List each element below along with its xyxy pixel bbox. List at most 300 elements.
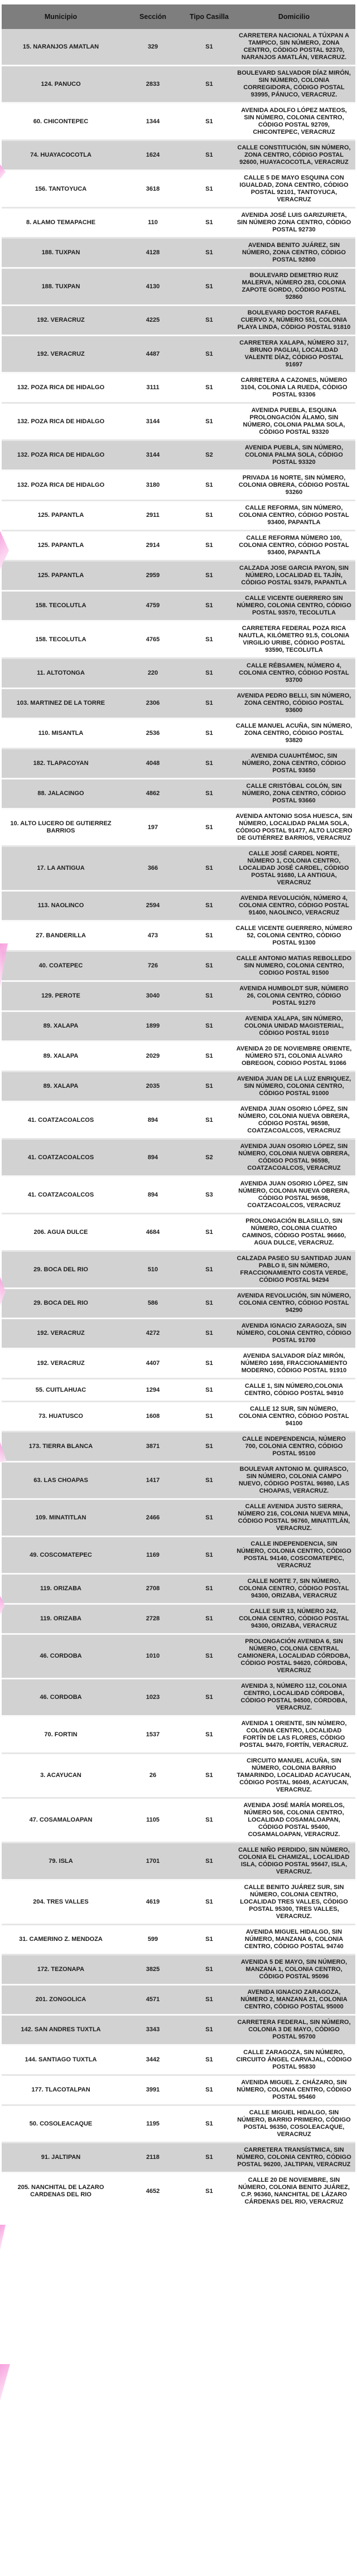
seccion-cell: 1105 — [120, 1798, 186, 1843]
domicilio-cell: AVENIDA JUAN OSORIO LÓPEZ, SIN NÚMERO, COLONIA NUEVA OBRERA, CÓDIGO POSTAL 96598, COATZACOALCOS, VERACRUZ — [233, 1102, 355, 1139]
municipio-cell: 29. BOCA DEL RIO — [2, 1289, 120, 1319]
tipo-casilla-cell: S1 — [186, 1462, 233, 1499]
seccion-cell: 329 — [120, 29, 186, 66]
tipo-casilla-cell: S1 — [186, 1574, 233, 1604]
table-row — [2, 1798, 355, 1843]
municipio-cell: 119. ORIZABA — [2, 1604, 120, 1634]
tipo-casilla-cell: S1 — [186, 1432, 233, 1462]
domicilio-cell: CARRETERA FEDERAL, SIN NÚMERO, COLONIA 3 DE MAYO, CÓDIGO POSTAL 95700 — [233, 2015, 355, 2045]
table-row — [2, 336, 355, 373]
tipo-casilla-cell: S3 — [186, 1176, 233, 1214]
seccion-cell: 1537 — [120, 1716, 186, 1754]
table-row — [2, 501, 355, 531]
municipio-cell: 89. XALAPA — [2, 1011, 120, 1042]
tipo-casilla-cell: S1 — [186, 2015, 233, 2045]
table-row — [2, 268, 355, 306]
tipo-casilla-cell: S1 — [186, 1072, 233, 1102]
seccion-cell: 4407 — [120, 1349, 186, 1379]
municipio-cell: 201. ZONGOLICA — [2, 1985, 120, 2015]
municipio-cell: 188. TUXPAN — [2, 268, 120, 306]
tipo-casilla-cell: S1 — [186, 103, 233, 141]
seccion-cell: 3871 — [120, 1432, 186, 1462]
domicilio-cell: AVENIDA ADOLFO LÓPEZ MATEOS, SIN NÚMERO, COLONIA CENTRO, CÓDIGO POSTAL 92709, CHICONTEPEC, VERACRUZ — [233, 103, 355, 141]
domicilio-cell: CALLE CONSTITUCIÓN, SIN NÚMERO, ZONA CENTRO, CÓDIGO POSTAL 92600, HUAYACOCOTLA, VERACRUZ — [233, 141, 355, 171]
domicilio-cell: AVENIDA PUEBLA, ESQUINA PROLONGACIÓN ÁLAMO, SIN NÚMERO, COLONIA PALMA SOLA, CÓDIGO POSTAL 93320 — [233, 403, 355, 440]
seccion-cell: 1023 — [120, 1679, 186, 1716]
domicilio-cell: AVENIDA PEDRO BELLI, SIN NÚMERO, ZONA CENTRO, CÓDIGO POSTAL 93600 — [233, 689, 355, 719]
tipo-casilla-cell: S1 — [186, 336, 233, 373]
municipio-cell: 109. MINATITLAN — [2, 1499, 120, 1537]
municipio-cell: 173. TIERRA BLANCA — [2, 1432, 120, 1462]
tipo-casilla-cell: S1 — [186, 1402, 233, 1432]
table-row — [2, 1011, 355, 1042]
tipo-casilla-cell: S1 — [186, 891, 233, 921]
domicilio-cell: CARRETERA A CAZONES, NÚMERO 3104, COLONIA LA RUEDA, CÓDIGO POSTAL 93306 — [233, 373, 355, 403]
seccion-cell: 599 — [120, 1925, 186, 1955]
seccion-cell: 3825 — [120, 1955, 186, 1985]
table-row — [2, 846, 355, 891]
seccion-cell: 1417 — [120, 1462, 186, 1499]
table-row — [2, 1214, 355, 1251]
domicilio-cell: AVENIDA 1 ORIENTE, SIN NÚMERO, COLONIA CENTRO, LOCALIDAD FORTÍN DE LAS FLORES, CÓDIGO POSTAL 94470, FORTÍN, VERACRUZ. — [233, 1716, 355, 1754]
tipo-casilla-cell: S1 — [186, 1011, 233, 1042]
seccion-cell: 197 — [120, 809, 186, 846]
seccion-cell: 3111 — [120, 373, 186, 403]
tipo-casilla-cell: S1 — [186, 689, 233, 719]
table-row — [2, 1843, 355, 1880]
municipio-cell: 204. TRES VALLES — [2, 1880, 120, 1925]
table-row — [2, 981, 355, 1011]
municipio-cell: 89. XALAPA — [2, 1072, 120, 1102]
municipio-cell: 29. BOCA DEL RIO — [2, 1251, 120, 1289]
seccion-cell: 4862 — [120, 779, 186, 809]
seccion-cell: 1195 — [120, 2105, 186, 2143]
domicilio-cell: AVENIDA JUAN OSORIO LÓPEZ, SIN NÚMERO, COLONIA NUEVA OBRERA, CÓDIGO POSTAL 96598, COATZACOALCOS, VERACRUZ — [233, 1176, 355, 1214]
domicilio-cell: AVENIDA SALVADOR DÍAZ MIRÓN, NÚMERO 1698, FRACCIONAMIENTO MODERNO, CÓDIGO POSTAL 91910 — [233, 1349, 355, 1379]
domicilio-cell: CALLE ANTONIO MATIAS REBOLLEDO SIN NUMERO, COLONIA CENTRO, CODIGO POSTAL 91500 — [233, 951, 355, 981]
municipio-cell: 177. TLACOTALPAN — [2, 2075, 120, 2105]
municipio-cell: 60. CHICONTEPEC — [2, 103, 120, 141]
municipio-cell: 17. LA ANTIGUA — [2, 846, 120, 891]
seccion-cell: 894 — [120, 1139, 186, 1176]
tipo-casilla-cell: S1 — [186, 2143, 233, 2173]
municipio-cell: 40. COATEPEC — [2, 951, 120, 981]
domicilio-cell: CALLE 12 SUR, SIN NÚMERO, COLONIA CENTRO, CÓDIGO POSTAL 94100 — [233, 1402, 355, 1432]
tipo-casilla-cell: S1 — [186, 621, 233, 658]
domicilio-cell: CALLE RÉBSAMEN, NÚMERO 4, COLONIA CENTRO, CÓDIGO POSTAL 93700 — [233, 658, 355, 689]
tipo-casilla-cell: S1 — [186, 1349, 233, 1379]
table-row — [2, 1289, 355, 1319]
domicilio-cell: AVENIDA 20 DE NOVIEMBRE ORIENTE, NÚMERO 571, COLONIA ALVARO OBREGON, CODIGO POSTAL 91066 — [233, 1042, 355, 1072]
domicilio-cell: AVENIDA CUAUHTÉMOC, SIN NÚMERO, ZONA CENTRO, CÓDIGO POSTAL 93650 — [233, 749, 355, 779]
table-row — [2, 921, 355, 951]
municipio-cell: 3. ACAYUCAN — [2, 1754, 120, 1798]
municipio-cell: 125. PAPANTLA — [2, 501, 120, 531]
seccion-cell: 3040 — [120, 981, 186, 1011]
seccion-cell: 110 — [120, 208, 186, 238]
domicilio-cell: AVENIDA MIGUEL Z. CHÁZARO, SIN NÚMERO, COLONIA CENTRO, CÓDIGO POSTAL 95460 — [233, 2075, 355, 2105]
seccion-cell: 3442 — [120, 2045, 186, 2075]
tipo-casilla-cell: S1 — [186, 29, 233, 66]
seccion-cell: 2466 — [120, 1499, 186, 1537]
tipo-casilla-cell: S1 — [186, 561, 233, 591]
table-row — [2, 1251, 355, 1289]
table-row — [2, 891, 355, 921]
table-row — [2, 1955, 355, 1985]
table-row — [2, 66, 355, 103]
municipio-cell: 50. COSOLEACAQUE — [2, 2105, 120, 2143]
tipo-casilla-cell: S1 — [186, 809, 233, 846]
table-row — [2, 1042, 355, 1072]
seccion-cell: 4652 — [120, 2173, 186, 2210]
domicilio-cell: CARRETERA NACIONAL A TÚXPAN A TAMPICO, SIN NÚMERO, ZONA CENTRO, CÓDIGO POSTAL 92370, NARANJOS AMATLÁN, VERACRUZ. — [233, 29, 355, 66]
tipo-casilla-cell: S1 — [186, 1985, 233, 2015]
tipo-casilla-cell: S1 — [186, 1843, 233, 1880]
tipo-casilla-cell: S1 — [186, 846, 233, 891]
seccion-cell: 894 — [120, 1102, 186, 1139]
tipo-casilla-cell: S1 — [186, 306, 233, 336]
seccion-cell: 4272 — [120, 1319, 186, 1349]
seccion-cell: 4619 — [120, 1880, 186, 1925]
municipio-cell: 132. POZA RICA DE HIDALGO — [2, 373, 120, 403]
tipo-casilla-cell: S1 — [186, 531, 233, 561]
column-header-seccion: Sección — [120, 4, 186, 29]
table-row — [2, 531, 355, 561]
municipio-cell: 41. COATZACOALCOS — [2, 1176, 120, 1214]
tipo-casilla-cell: S1 — [186, 1754, 233, 1798]
table-row — [2, 306, 355, 336]
table-row — [2, 171, 355, 208]
domicilio-cell: CALLE VICENTE GUERRERO SIN NÚMERO, COLONIA CENTRO, CÓDIGO POSTAL 93570, TECOLUTLA — [233, 591, 355, 621]
domicilio-cell: CALLE AVENIDA JUSTO SIERRA, NÚMERO 216, COLONIA NUEVA MINA, CÓDIGO POSTAL 96760, MINATITLÁN, VERACRUZ. — [233, 1499, 355, 1537]
table-row — [2, 779, 355, 809]
domicilio-cell: AVENIDA JUAN OSORIO LÓPEZ, SIN NÚMERO, COLONIA NUEVA OBRERA, CÓDIGO POSTAL 96598, COATZACOALCOS, VERACRUZ — [233, 1139, 355, 1176]
table-header-row — [2, 4, 355, 29]
domicilio-cell: CALZADA JOSE GARCIA PAYON, SIN NÚMERO, LOCALIDAD EL TAJÍN, CÓDIGO POSTAL 93479, PAPANTLA — [233, 561, 355, 591]
table-row — [2, 951, 355, 981]
municipio-cell: 182. TLAPACOYAN — [2, 749, 120, 779]
domicilio-cell: CALLE 1, SIN NÚMERO,COLONIA CENTRO, CÓDIGO POSTAL 94910 — [233, 1379, 355, 1402]
municipio-cell: 31. CAMERINO Z. MENDOZA — [2, 1925, 120, 1955]
municipio-cell: 192. VERACRUZ — [2, 1349, 120, 1379]
background-artifact — [0, 2225, 6, 2250]
domicilio-cell: AVENIDA REVOLUCIÓN, SIN NÚMERO, COLONIA CENTRO, CÓDIGO POSTAL 94290 — [233, 1289, 355, 1319]
seccion-cell: 894 — [120, 1176, 186, 1214]
seccion-cell: 586 — [120, 1289, 186, 1319]
seccion-cell: 2118 — [120, 2143, 186, 2173]
tipo-casilla-cell: S1 — [186, 1634, 233, 1679]
seccion-cell: 473 — [120, 921, 186, 951]
table-row — [2, 1102, 355, 1139]
table-row — [2, 1499, 355, 1537]
tipo-casilla-cell: S1 — [186, 1716, 233, 1754]
seccion-cell: 1624 — [120, 141, 186, 171]
domicilio-cell: AVENIDA JOSÉ MARÍA MORELOS, NÚMERO 506, COLONIA CENTRO, LOCALIDAD COSAMALOAPAN, CÓDIGO POSTAL 95400, COSAMALOAPAN, VERACRUZ. — [233, 1798, 355, 1843]
table-row — [2, 1139, 355, 1176]
domicilio-cell: AVENIDA MIGUEL HIDALGO, SIN NÚMERO, MANZANA 6, COLONIA CENTRO, CÓDIGO POSTAL 94740 — [233, 1925, 355, 1955]
tipo-casilla-cell: S1 — [186, 2105, 233, 2143]
tipo-casilla-cell: S1 — [186, 1537, 233, 1574]
tipo-casilla-cell: S1 — [186, 1798, 233, 1843]
domicilio-cell: AVENIDA JOSÉ LUIS GARIZURIETA, SIN NÚMERO ZONA CENTRO, CÓDIGO POSTAL 92730 — [233, 208, 355, 238]
seccion-cell: 3144 — [120, 440, 186, 471]
seccion-cell: 3618 — [120, 171, 186, 208]
column-header-tipo-casilla: Tipo Casilla — [186, 4, 233, 29]
table-row — [2, 2075, 355, 2105]
domicilio-cell: CALLE 5 DE MAYO ESQUINA CON IGUALDAD, ZONA CENTRO, CÓDIGO POSTAL 92101, TANTOYUCA, VERACRUZ — [233, 171, 355, 208]
seccion-cell: 1608 — [120, 1402, 186, 1432]
domicilio-cell: CALLE NIÑO PERDIDO, SIN NÚMERO, COLONIA EL CHAMIZAL, LOCALIDAD ISLA, CÓDIGO POSTAL 95647, ISLA, VERACRUZ. — [233, 1843, 355, 1880]
seccion-cell: 1899 — [120, 1011, 186, 1042]
municipio-cell: 125. PAPANTLA — [2, 561, 120, 591]
tipo-casilla-cell: S1 — [186, 373, 233, 403]
table-row — [2, 29, 355, 66]
municipio-cell: 79. ISLA — [2, 1843, 120, 1880]
municipio-cell: 158. TECOLUTLA — [2, 621, 120, 658]
domicilio-cell: AVENIDA 3, NÚMERO 112, COLONIA CENTRO, LOCALIDAD CÓRDOBA, CÓDIGO POSTAL 94500, CÓRDOBA, VERACRUZ. — [233, 1679, 355, 1716]
municipio-cell: 172. TEZONAPA — [2, 1955, 120, 1985]
tipo-casilla-cell: S1 — [186, 981, 233, 1011]
table-row — [2, 238, 355, 268]
seccion-cell: 4487 — [120, 336, 186, 373]
tipo-casilla-cell: S1 — [186, 66, 233, 103]
seccion-cell: 4048 — [120, 749, 186, 779]
tipo-casilla-cell: S1 — [186, 141, 233, 171]
domicilio-cell: CALZADA PASEO SU SANTIDAD JUAN PABLO II, SIN NÚMERO, FRACCIONAMIENTO COSTA VERDE, CÓDIGO POSTAL 94294 — [233, 1251, 355, 1289]
municipio-cell: 192. VERACRUZ — [2, 336, 120, 373]
table-row — [2, 591, 355, 621]
municipio-cell: 70. FORTIN — [2, 1716, 120, 1754]
seccion-cell: 2728 — [120, 1604, 186, 1634]
table-row — [2, 103, 355, 141]
seccion-cell: 3144 — [120, 403, 186, 440]
tipo-casilla-cell: S1 — [186, 749, 233, 779]
domicilio-cell: CALLE REFORMA NÚMERO 100, COLONIA CENTRO, CÓDIGO POSTAL 93400, PAPANTLA — [233, 531, 355, 561]
table-row — [2, 1985, 355, 2015]
table-row — [2, 1072, 355, 1102]
tipo-casilla-cell: S1 — [186, 403, 233, 440]
municipio-cell: 88. JALACINGO — [2, 779, 120, 809]
municipio-cell: 125. PAPANTLA — [2, 531, 120, 561]
table-body — [2, 29, 355, 2209]
table-row — [2, 1634, 355, 1679]
municipio-cell: 8. ALAMO TEMAPACHE — [2, 208, 120, 238]
municipio-cell: 41. COATZACOALCOS — [2, 1102, 120, 1139]
tipo-casilla-cell: S1 — [186, 951, 233, 981]
domicilio-cell: AVENIDA IGNACIO ZARAGOZA, SIN NÚMERO, COLONIA CENTRO, CÓDIGO POSTAL 91700 — [233, 1319, 355, 1349]
seccion-cell: 2035 — [120, 1072, 186, 1102]
tipo-casilla-cell: S1 — [186, 658, 233, 689]
domicilio-cell: CARRETERA TRANSÍSTMICA, SIN NÚMERO, COLONIA CENTRO, CÓDIGO POSTAL 96200, JALTIPAN, VERACRUZ — [233, 2143, 355, 2173]
table-row — [2, 689, 355, 719]
table-row — [2, 2105, 355, 2143]
municipio-cell: 124. PANUCO — [2, 66, 120, 103]
table-row — [2, 1925, 355, 1955]
seccion-cell: 3991 — [120, 2075, 186, 2105]
municipio-cell: 205. NANCHITAL DE LAZARO CARDENAS DEL RIO — [2, 2173, 120, 2210]
tipo-casilla-cell: S1 — [186, 1379, 233, 1402]
domicilio-cell: CIRCUITO MANUEL ACUÑA, SIN NÚMERO, COLONIA BARRIO TAMARINDO, LOCALIDAD ACAYUCAN, CÓDIGO POSTAL 96049, ACAYUCAN, VERACRUZ. — [233, 1754, 355, 1798]
tipo-casilla-cell: S1 — [186, 1289, 233, 1319]
seccion-cell: 4130 — [120, 268, 186, 306]
table-row — [2, 658, 355, 689]
domicilio-cell: AVENIDA ANTONIO SOSA HUESCA, SIN NÚMERO, LOCALIDAD PALMA SOLA, CÓDIGO POSTAL 91477, ALTO LUCERO DE GUTIÉRREZ BARRIOS, VERACRUZ — [233, 809, 355, 846]
domicilio-cell: BOULEVARD DOCTOR RAFAEL CUERVO X, NÚMERO 551, COLONIA PLAYA LINDA, CÓDIGO POSTAL 91810 — [233, 306, 355, 336]
tipo-casilla-cell: S1 — [186, 1679, 233, 1716]
municipio-cell: 15. NARANJOS AMATLAN — [2, 29, 120, 66]
table-row — [2, 1349, 355, 1379]
table-row — [2, 1379, 355, 1402]
seccion-cell: 4765 — [120, 621, 186, 658]
tipo-casilla-cell: S1 — [186, 1925, 233, 1955]
municipio-cell: 142. SAN ANDRES TUXTLA — [2, 2015, 120, 2045]
domicilio-cell: CALLE JOSÉ CARDEL NORTE, NÚMERO 1, COLONIA CENTRO, LOCALIDAD JOSÉ CARDEL, CÓDIGO POSTAL 91680, LA ANTIGUA, VERACRUZ — [233, 846, 355, 891]
column-header-domicilio: Domicilio — [233, 4, 355, 29]
domicilio-cell: AVENIDA IGNACIO ZARAGOZA, NÚMERO 2, MANZANA 21, COLONIA CENTRO, CÓDIGO POSTAL 95000 — [233, 1985, 355, 2015]
domicilio-cell: CALLE MANUEL ACUÑA, SIN NÚMERO, ZONA CENTRO, CÓDIGO POSTAL 93820 — [233, 719, 355, 749]
table-row — [2, 2143, 355, 2173]
seccion-cell: 2959 — [120, 561, 186, 591]
seccion-cell: 4759 — [120, 591, 186, 621]
tipo-casilla-cell: S2 — [186, 440, 233, 471]
seccion-cell: 2833 — [120, 66, 186, 103]
tipo-casilla-cell: S1 — [186, 779, 233, 809]
seccion-cell: 2914 — [120, 531, 186, 561]
table-row — [2, 1679, 355, 1716]
tipo-casilla-cell: S2 — [186, 1139, 233, 1176]
tipo-casilla-cell: S1 — [186, 1319, 233, 1349]
domicilio-cell: PRIVADA 16 NORTE, SIN NÚMERO, COLONIA OBRERA, CÓDIGO POSTAL 93260 — [233, 471, 355, 501]
municipio-cell: 103. MARTINEZ DE LA TORRE — [2, 689, 120, 719]
municipio-cell: 132. POZA RICA DE HIDALGO — [2, 440, 120, 471]
municipio-cell: 192. VERACRUZ — [2, 306, 120, 336]
table-row — [2, 373, 355, 403]
seccion-cell: 4571 — [120, 1985, 186, 2015]
table-row — [2, 403, 355, 440]
tipo-casilla-cell: S1 — [186, 2173, 233, 2210]
domicilio-cell: BOULEVAR ANTONIO M. QUIRASCO, SIN NÚMERO, COLONIA CAMPO NUEVO, CÓDIGO POSTAL 96980, LAS CHOAPAS, VERACRUZ. — [233, 1462, 355, 1499]
tipo-casilla-cell: S1 — [186, 1214, 233, 1251]
domicilio-cell: CALLE SUR 13, NÚMERO 242, COLONIA CENTRO, CÓDIGO POSTAL 94300, ORIZABA, VERACRUZ — [233, 1604, 355, 1634]
tipo-casilla-cell: S1 — [186, 268, 233, 306]
municipio-cell: 129. PEROTE — [2, 981, 120, 1011]
municipio-cell: 158. TECOLUTLA — [2, 591, 120, 621]
municipio-cell: 63. LAS CHOAPAS — [2, 1462, 120, 1499]
seccion-cell: 1344 — [120, 103, 186, 141]
seccion-cell: 26 — [120, 1754, 186, 1798]
table-row — [2, 471, 355, 501]
domicilio-cell: CALLE 20 DE NOVIEMBRE, SIN NÚMERO, COLONIA BENITO JUÁREZ, C.P. 96360, NANCHITAL DE LÁZARO CÁRDENAS DEL RIO, VERACRUZ — [233, 2173, 355, 2210]
table-row — [2, 1880, 355, 1925]
table-row — [2, 621, 355, 658]
domicilio-cell: CALLE MIGUEL HIDALGO, SIN NÚMERO, BARRIO PRIMERO, CÓDIGO POSTAL 96350, COSOLEACAQUE, VERACRUZ — [233, 2105, 355, 2143]
domicilio-cell: CALLE INDEPENDENCIA, SIN NÚMERO, COLONIA CENTRO, CÓDIGO POSTAL 94140, COSCOMATEPEC, VERACRUZ — [233, 1537, 355, 1574]
domicilio-cell: PROLONGACIÓN AVENIDA 6, SIN NÚMERO, COLONIA CENTRAL CAMIONERA, LOCALIDAD CÓRDOBA, CÓDIGO POSTAL 94620, CÓRDOBA, VERACRUZ — [233, 1634, 355, 1679]
seccion-cell: 2029 — [120, 1042, 186, 1072]
seccion-cell: 3343 — [120, 2015, 186, 2045]
table-row — [2, 1754, 355, 1798]
municipio-cell: 49. COSCOMATEPEC — [2, 1537, 120, 1574]
table-row — [2, 1176, 355, 1214]
domicilio-cell: AVENIDA XALAPA, SIN NÚMERO, COLONIA UNIDAD MAGISTERIAL, CÓDIGO POSTAL 91010 — [233, 1011, 355, 1042]
municipio-cell: 156. TANTOYUCA — [2, 171, 120, 208]
municipio-cell: 110. MISANTLA — [2, 719, 120, 749]
seccion-cell: 366 — [120, 846, 186, 891]
domicilio-cell: CALLE NORTE 7, SIN NÚMERO, COLONIA CENTRO, CÓDIGO POSTAL 94300, ORIZABA, VERACRUZ — [233, 1574, 355, 1604]
domicilio-cell: BOULEVARD DEMETRIO RUIZ MALERVA, NÚMERO 283, COLONIA ZAPOTE GORDO, CÓDIGO POSTAL 92860 — [233, 268, 355, 306]
table-row — [2, 1462, 355, 1499]
table-row — [2, 719, 355, 749]
municipio-cell: 206. AGUA DULCE — [2, 1214, 120, 1251]
background-artifact — [0, 2364, 10, 2401]
table-row — [2, 208, 355, 238]
domicilio-cell: AVENIDA REVOLUCIÓN, NÚMERO 4, COLONIA CENTRO, CÓDIGO POSTAL 91400, NAOLINCO, VERACRUZ — [233, 891, 355, 921]
seccion-cell: 4128 — [120, 238, 186, 268]
table-row — [2, 2015, 355, 2045]
municipio-cell: 144. SANTIAGO TUXTLA — [2, 2045, 120, 2075]
seccion-cell: 2594 — [120, 891, 186, 921]
seccion-cell: 4225 — [120, 306, 186, 336]
table-row — [2, 440, 355, 471]
table-row — [2, 1402, 355, 1432]
tipo-casilla-cell: S1 — [186, 171, 233, 208]
domicilio-cell: AVENIDA JUAN DE LA LUZ ENRIQUEZ, SIN NÚMERO, COLONIA CENTRO, CÓDIGO POSTAL 91000 — [233, 1072, 355, 1102]
tipo-casilla-cell: S1 — [186, 1880, 233, 1925]
municipio-cell: 132. POZA RICA DE HIDALGO — [2, 403, 120, 440]
municipio-cell: 91. JALTIPAN — [2, 2143, 120, 2173]
tipo-casilla-cell: S1 — [186, 719, 233, 749]
municipio-cell: 73. HUATUSCO — [2, 1402, 120, 1432]
polling-stations-table — [2, 4, 355, 2209]
tipo-casilla-cell: S1 — [186, 501, 233, 531]
tipo-casilla-cell: S1 — [186, 1499, 233, 1537]
column-header-municipio: Municipio — [2, 4, 120, 29]
tipo-casilla-cell: S1 — [186, 1955, 233, 1985]
tipo-casilla-cell: S1 — [186, 208, 233, 238]
municipio-cell: 89. XALAPA — [2, 1042, 120, 1072]
table-row — [2, 1574, 355, 1604]
table-row — [2, 749, 355, 779]
tipo-casilla-cell: S1 — [186, 2075, 233, 2105]
table-row — [2, 1319, 355, 1349]
municipio-cell: 47. COSAMALOAPAN — [2, 1798, 120, 1843]
tipo-casilla-cell: S1 — [186, 238, 233, 268]
municipio-cell: 113. NAOLINCO — [2, 891, 120, 921]
municipio-cell: 55. CUITLAHUAC — [2, 1379, 120, 1402]
domicilio-cell: CARRETERA FEDERAL POZA RICA NAUTLA, KILÓMETRO 91.5, COLONIA VIRGILIO URIBE, CÓDIGO POSTAL 93590, TECOLUTLA — [233, 621, 355, 658]
municipio-cell: 132. POZA RICA DE HIDALGO — [2, 471, 120, 501]
tipo-casilla-cell: S1 — [186, 921, 233, 951]
municipio-cell: 46. CORDOBA — [2, 1679, 120, 1716]
tipo-casilla-cell: S1 — [186, 1042, 233, 1072]
domicilio-cell: AVENIDA PUEBLA, SIN NÚMERO, COLONIA PALMA SOLA, CÓDIGO POSTAL 93320 — [233, 440, 355, 471]
table-row — [2, 561, 355, 591]
domicilio-cell: CARRETERA XALAPA, NÚMERO 317, BRUNO PAGLIAI, LOCALIDAD VALENTE DÍAZ, CÓDIGO POSTAL 91697 — [233, 336, 355, 373]
municipio-cell: 41. COATZACOALCOS — [2, 1139, 120, 1176]
seccion-cell: 2306 — [120, 689, 186, 719]
seccion-cell: 1701 — [120, 1843, 186, 1880]
seccion-cell: 220 — [120, 658, 186, 689]
domicilio-cell: CALLE REFORMA, SIN NÚMERO, COLONIA CENTRO, CÓDIGO POSTAL 93400, PAPANTLA — [233, 501, 355, 531]
tipo-casilla-cell: S1 — [186, 471, 233, 501]
domicilio-cell: CALLE INDEPENDENCIA, NÚMERO 700, COLONIA CENTRO, CÓDIGO POSTAL 95100 — [233, 1432, 355, 1462]
table-row — [2, 1432, 355, 1462]
municipio-cell: 10. ALTO LUCERO DE GUTIERREZ BARRIOS — [2, 809, 120, 846]
seccion-cell: 1169 — [120, 1537, 186, 1574]
seccion-cell: 1010 — [120, 1634, 186, 1679]
domicilio-cell: CALLE ZARAGOZA, SIN NÚMERO, CIRCUITO ÁNGEL CARVAJAL, CÓDIGO POSTAL 95830 — [233, 2045, 355, 2075]
domicilio-cell: AVENIDA 5 DE MAYO, SIN NÚMERO, MANZANA 1, COLONIA CENTRO, CÓDIGO POSTAL 95096 — [233, 1955, 355, 1985]
